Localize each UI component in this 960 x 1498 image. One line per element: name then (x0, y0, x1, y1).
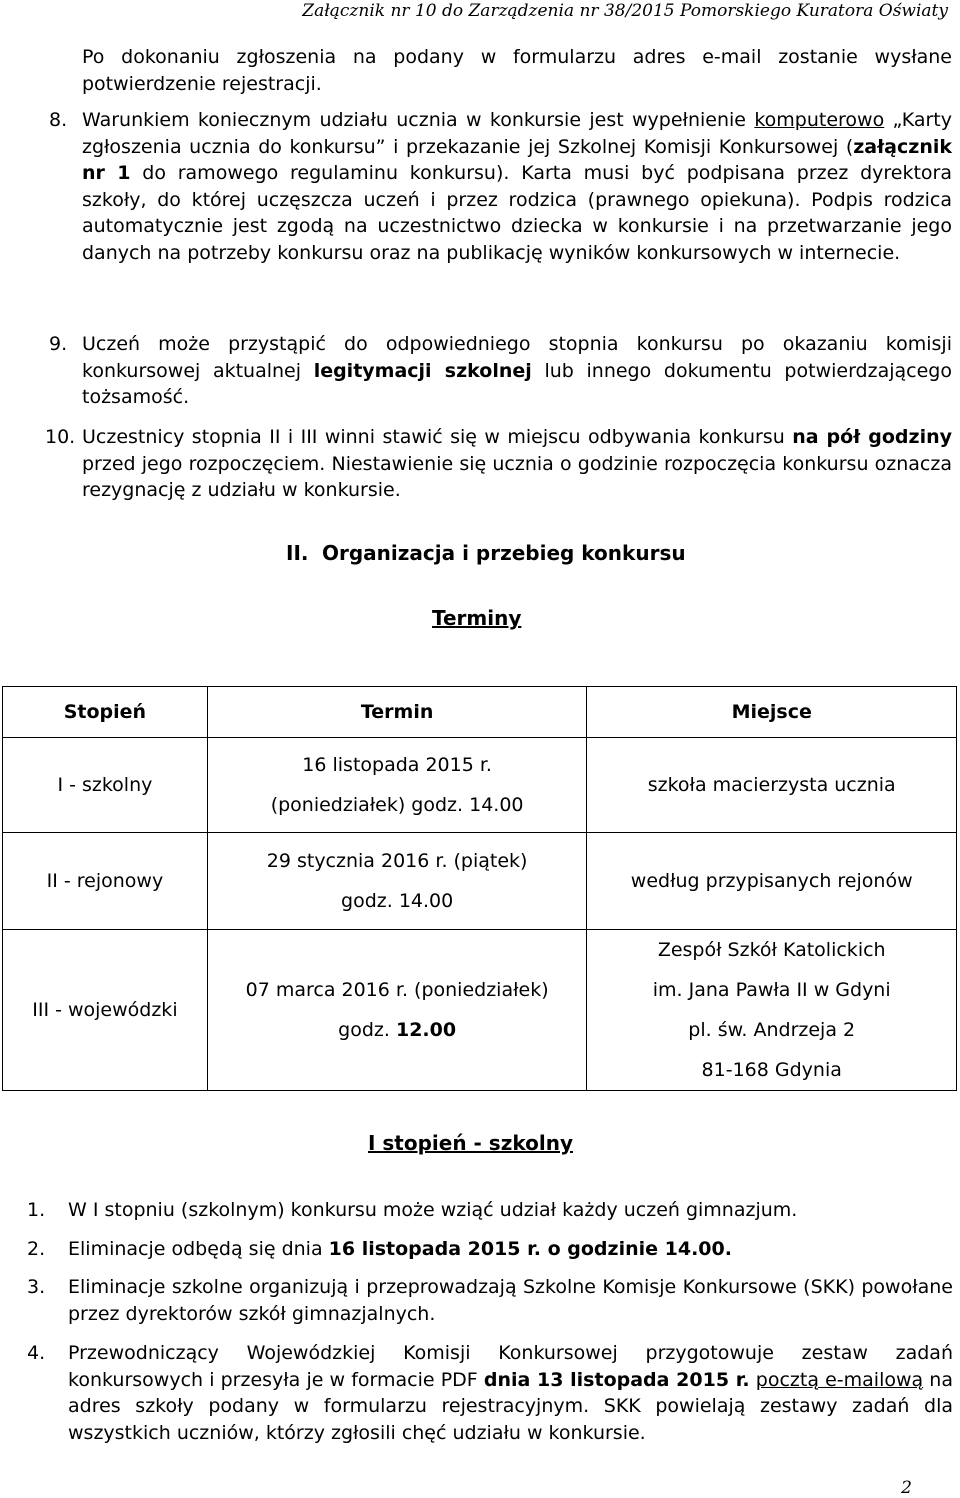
item-8-bold: załącznik nr 1 (82, 135, 952, 184)
cell-place (587, 930, 957, 1091)
list-number: 4. (27, 1342, 46, 1364)
item-8-text-1: Warunkiem koniecznym udziału ucznia w konkursie jest wypełnienie (82, 109, 755, 131)
list-number: 2. (27, 1237, 46, 1260)
item-9-text-2: lub innego dokumentu potwierdzającego tożsamość. (82, 359, 952, 408)
section-number: II. (286, 541, 309, 565)
list-number: 1. (27, 1199, 46, 1221)
place-line: według przypisanych rejonów (630, 870, 913, 892)
item-9-bold: legitymacji szkolnej (313, 359, 532, 382)
list-underline: pocztą e-mailową (755, 1368, 924, 1391)
date-line: 16 listopada 2015 r. (302, 754, 492, 776)
cell-date (207, 930, 587, 1091)
place-line: 81-168 Gdynia (701, 1059, 842, 1081)
item-9-number: 9. (49, 333, 68, 355)
section-title: Organizacja i przebieg konkursu (322, 541, 686, 565)
time-line: (poniedziałek) godz. 14.00 (270, 794, 524, 816)
item-8-underline: komputerowo (754, 109, 885, 131)
time-line: godz. 14.00 (341, 890, 454, 912)
item-10-text-2: przed jego rozpoczęciem. Niestawienie się ucznia o godzinie rozpoczęcia konkursu oznacza rezygnację z udziału w konkursie. (82, 452, 952, 501)
date-line: 29 stycznia 2016 r. (piątek) (266, 850, 528, 872)
intro-paragraph: Po dokonaniu zgłoszenia na podany w formularzu adres e-mail zostanie wysłane potwierdzenie rejestracji. (82, 46, 952, 95)
table-row (3, 738, 957, 833)
list-bold: dnia 13 listopada 2015 r. (483, 1368, 750, 1391)
list-text: na adres szkoły podany w formularzu rejestracyjnym. SKK powielają zestawy zadań dla wszystkich uczniów, którzy zgłosili chęć udziału w konkursie. (68, 1368, 953, 1444)
item-10-bold: na pół godziny (792, 426, 952, 448)
page-header: Załącznik nr 10 do Zarządzenia nr 38/2015 Pomorskiego Kuratora Oświaty (302, 1, 948, 21)
page-number: 2 (901, 1478, 912, 1498)
list-item (27, 1340, 953, 1446)
list-bold: 16 listopada 2015 r. o godzinie 14.00. (328, 1237, 732, 1260)
time-line: godz. 12.00 (338, 1019, 457, 1041)
header-place: Miejsce (587, 687, 957, 738)
list-item (27, 1236, 953, 1263)
place-line: Zespół Szkół Katolickich (657, 939, 886, 961)
item-8-number: 8. (49, 109, 68, 131)
item-10-number: 10. (45, 426, 76, 448)
table-header-row (3, 687, 957, 738)
terminy-heading: Terminy (432, 606, 522, 630)
list-item (27, 1197, 953, 1224)
list-text: Eliminacje szkolne organizują i przeprowadzają Szkolne Komisje Konkursowe (SKK) powołane przez dyrektorów szkół gimnazjalnych. (68, 1276, 953, 1325)
list-item (27, 1274, 953, 1327)
cell-stage: III - wojewódzki (3, 930, 208, 1091)
item-8-text-2: „Karty zgłoszenia ucznia do konkursu” i przekazanie jej Szkolnej Komisji Konkursowej ( (82, 109, 953, 158)
cell-stage: II - rejonowy (3, 833, 208, 930)
cell-stage: I - szkolny (3, 738, 208, 833)
place-line: pl. św. Andrzeja 2 (688, 1019, 856, 1041)
time-bold: 12.00 (395, 1019, 457, 1041)
cell-place (587, 833, 957, 930)
header-date: Termin (207, 687, 587, 738)
date-line: 07 marca 2016 r. (poniedziałek) (245, 979, 549, 1001)
item-10-paragraph (82, 424, 952, 504)
schedule-table (2, 686, 957, 1091)
place-line: szkoła macierzysta ucznia (647, 774, 896, 796)
item-8-text-3: do ramowego regulaminu konkursu). Karta musi być podpisana przez dyrektora szkoły, do której uczęszcza uczeń i przez rodzica (prawnego opiekuna). Podpis rodzica automatycznie jest zgodą na uczestnictwo dziecka w konkursie i na przetwarzanie jego danych na potrzeby konkursu oraz na publikację wyników konkursowych w internecie. (82, 162, 952, 264)
list-text: Eliminacje odbędą się dnia (68, 1237, 329, 1260)
header-stage: Stopień (3, 687, 208, 738)
item-9-text-1: Uczeń może przystąpić do odpowiedniego stopnia konkursu po okazaniu komisji konkursowej aktualnej (82, 333, 952, 382)
cell-date (207, 738, 587, 833)
item-8-paragraph (82, 107, 952, 266)
place-line: im. Jana Pawła II w Gdyni (652, 979, 891, 1001)
item-9-paragraph (82, 331, 952, 411)
list-text: Przewodniczący Wojewódzkiej Komisji Konkursowej przygotowuje zestaw zadań konkursowych i przesyła je w formacie PDF (68, 1342, 953, 1391)
item-10-text-1: Uczestnicy stopnia II i III winni stawić się w miejscu odbywania konkursu (82, 426, 793, 448)
stage1-list (27, 1197, 953, 1446)
cell-date (207, 833, 587, 930)
list-number: 3. (27, 1276, 46, 1298)
stage1-heading: I stopień - szkolny (368, 1131, 573, 1155)
table-row (3, 833, 957, 930)
cell-place (587, 738, 957, 833)
list-text: W I stopniu (szkolnym) konkursu może wziąć udział każdy uczeń gimnazjum. (68, 1199, 798, 1221)
table-row (3, 930, 957, 1091)
